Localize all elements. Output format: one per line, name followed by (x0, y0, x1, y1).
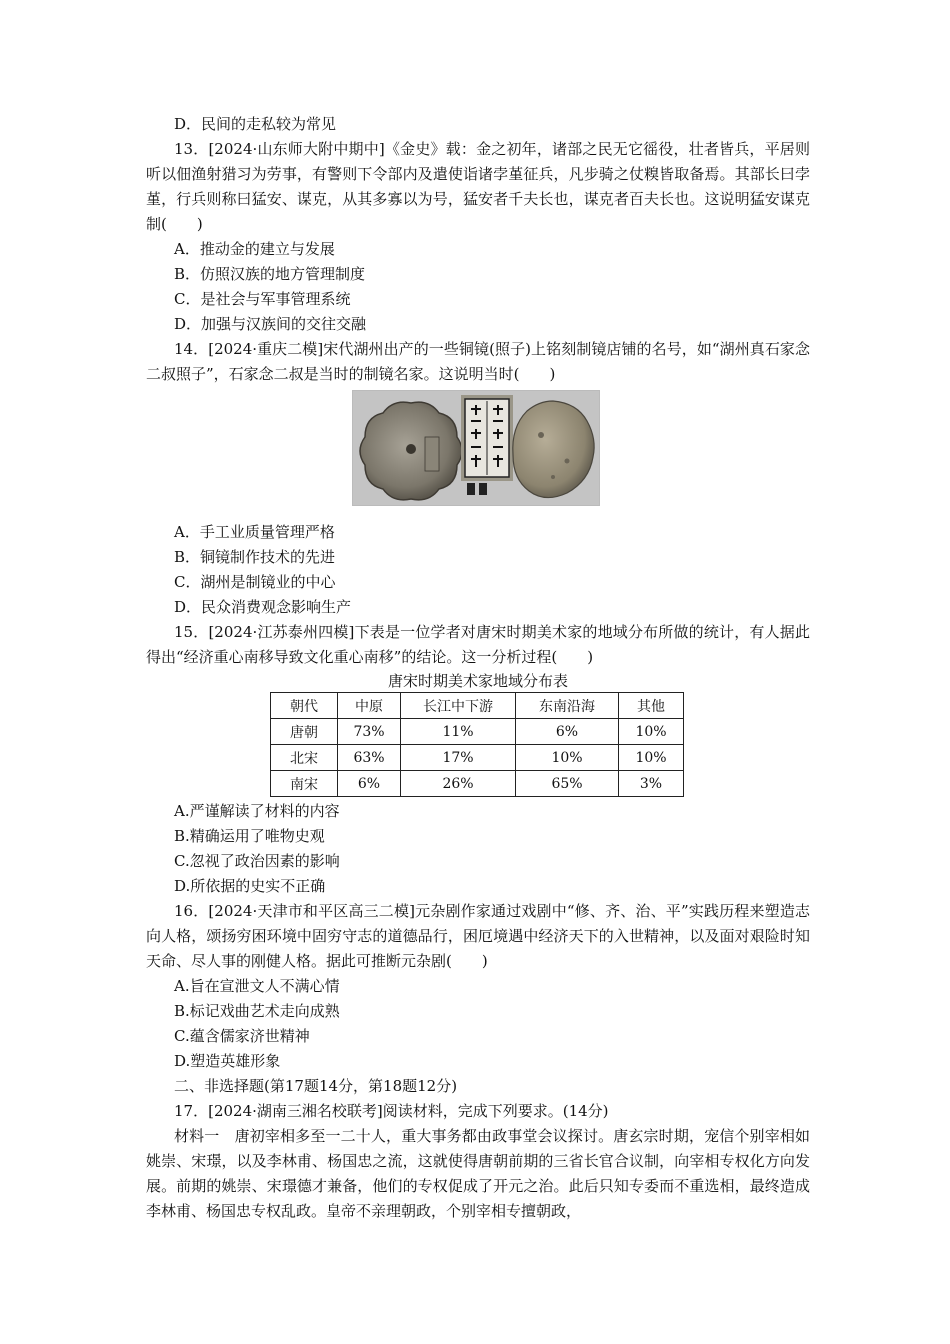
q17-material-1: 材料一 唐初宰相多至一二十人，重大事务都由政事堂会议探讨。唐玄宗时期，宠信个别宰相如姚崇、宋璟，以及李林甫、杨国忠之流，这就使得唐朝前期的三省长官合议制，向宰相专权化方向发展。前期的姚崇、宋璟德才兼备，他们的专权促成了开元之治。此后只知专委而不重选相，最终造成李林甫、杨国忠专权乱政。皇帝不亲理朝政，个别宰相专擅朝政， (146, 1127, 810, 1220)
table-cell: 63% (338, 745, 401, 771)
table-cell: 10% (619, 719, 684, 745)
q13-option-d: D．加强与汉族间的交往交融 (174, 315, 367, 333)
q16-option-d: D.塑造英雄形象 (174, 1052, 281, 1070)
table-row (271, 745, 684, 771)
table-header-cell: 东南沿海 (516, 693, 619, 719)
q15-option-b: B.精确运用了唯物史观 (174, 827, 325, 845)
table-header-cell: 朝代 (271, 693, 338, 719)
q13-option-b: B．仿照汉族的地方管理制度 (174, 265, 366, 283)
q14-stem: 14．[2024·重庆二模]宋代湖州出产的一些铜镜(照子)上铭刻制镜店铺的名号，如“湖州真石家念二叔照子”，石家念二叔是当时的制镜名家。这说明当时( ) (146, 340, 810, 383)
bronze-mirror-photo (352, 390, 600, 506)
table-cell: 10% (619, 745, 684, 771)
exam-page (146, 112, 810, 1224)
table-cell: 10% (516, 745, 619, 771)
q16-option-a: A.旨在宣泄文人不满心情 (174, 977, 340, 995)
table-cell: 南宋 (271, 771, 338, 797)
q15-table-title: 唐宋时期美术家地域分布表 (387, 672, 568, 690)
table-cell: 26% (401, 771, 516, 797)
q17-stem: 17．[2024·湖南三湘名校联考]阅读材料，完成下列要求。(14分) (174, 1102, 609, 1120)
table-cell: 唐朝 (271, 719, 338, 745)
q16-option-c: C.蕴含儒家济世精神 (174, 1027, 310, 1045)
table-header-row (271, 693, 684, 719)
q14-option-a: A．手工业质量管理严格 (174, 523, 335, 541)
table-header-cell: 中原 (338, 693, 401, 719)
q13-option-c: C．是社会与军事管理系统 (174, 290, 351, 308)
q16-stem: 16．[2024·天津市和平区高三二模]元杂剧作家通过戏剧中“修、齐、治、平”实践历程来塑造志向人格，颂扬穷困环境中固穷守志的道德品行，困厄境遇中经济天下的入世精神，以及面对艰险时知天命、尽人事的刚健人格。据此可推断元杂剧( ) (146, 902, 810, 970)
q15-stem: 15．[2024·江苏泰州四模]下表是一位学者对唐宋时期美术家的地域分布所做的统计，有人据此得出“经济重心南移导致文化重心南移”的结论。这一分析过程( ) (146, 623, 810, 666)
table-row (271, 719, 684, 745)
bronze-mirror-illustration (353, 391, 599, 505)
q15-option-c: C.忽视了政治因素的影响 (174, 852, 340, 870)
q12-option-d: D．民间的走私较为常见 (174, 115, 337, 133)
q14-option-b: B．铜镜制作技术的先进 (174, 548, 336, 566)
table-cell: 73% (338, 719, 401, 745)
section-heading: 二、非选择题(第17题14分，第18题12分) (174, 1077, 458, 1095)
q15-option-a: A.严谨解读了材料的内容 (174, 802, 340, 820)
table-header-cell: 长江中下游 (401, 693, 516, 719)
table-row (271, 771, 684, 797)
table-cell: 3% (619, 771, 684, 797)
mirror-front (360, 402, 462, 500)
bronze-mirror-figure-wrap (146, 390, 810, 520)
q15-option-d: D.所依据的史实不正确 (174, 877, 326, 895)
table-header-cell: 其他 (619, 693, 684, 719)
table-cell: 6% (516, 719, 619, 745)
artist-distribution-table (270, 692, 684, 797)
table-cell: 17% (401, 745, 516, 771)
q16-option-b: B.标记戏曲艺术走向成熟 (174, 1002, 340, 1020)
table-cell: 6% (338, 771, 401, 797)
q13-stem: 13．[2024·山东师大附中期中]《金史》载：金之初年，诸部之民无它徭役，壮者皆兵，平居则听以佃渔射猎习为劳事，有警则下令部内及遣使诣诸孛堇征兵，凡步骑之仗糗皆取备焉。其部长曰孛堇，行兵则称曰猛安、谋克，从其多寡以为号，猛安者千夫长也，谋克者百夫长也。这说明猛安谋克制( ) (146, 140, 810, 233)
mirror-inscription-panel (461, 395, 513, 495)
table-cell: 65% (516, 771, 619, 797)
table-cell: 11% (401, 719, 516, 745)
q14-option-c: C．湖州是制镜业的中心 (174, 573, 336, 591)
q13-option-a: A．推动金的建立与发展 (174, 240, 335, 258)
q14-option-d: D．民众消费观念影响生产 (174, 598, 352, 616)
table-cell: 北宋 (271, 745, 338, 771)
